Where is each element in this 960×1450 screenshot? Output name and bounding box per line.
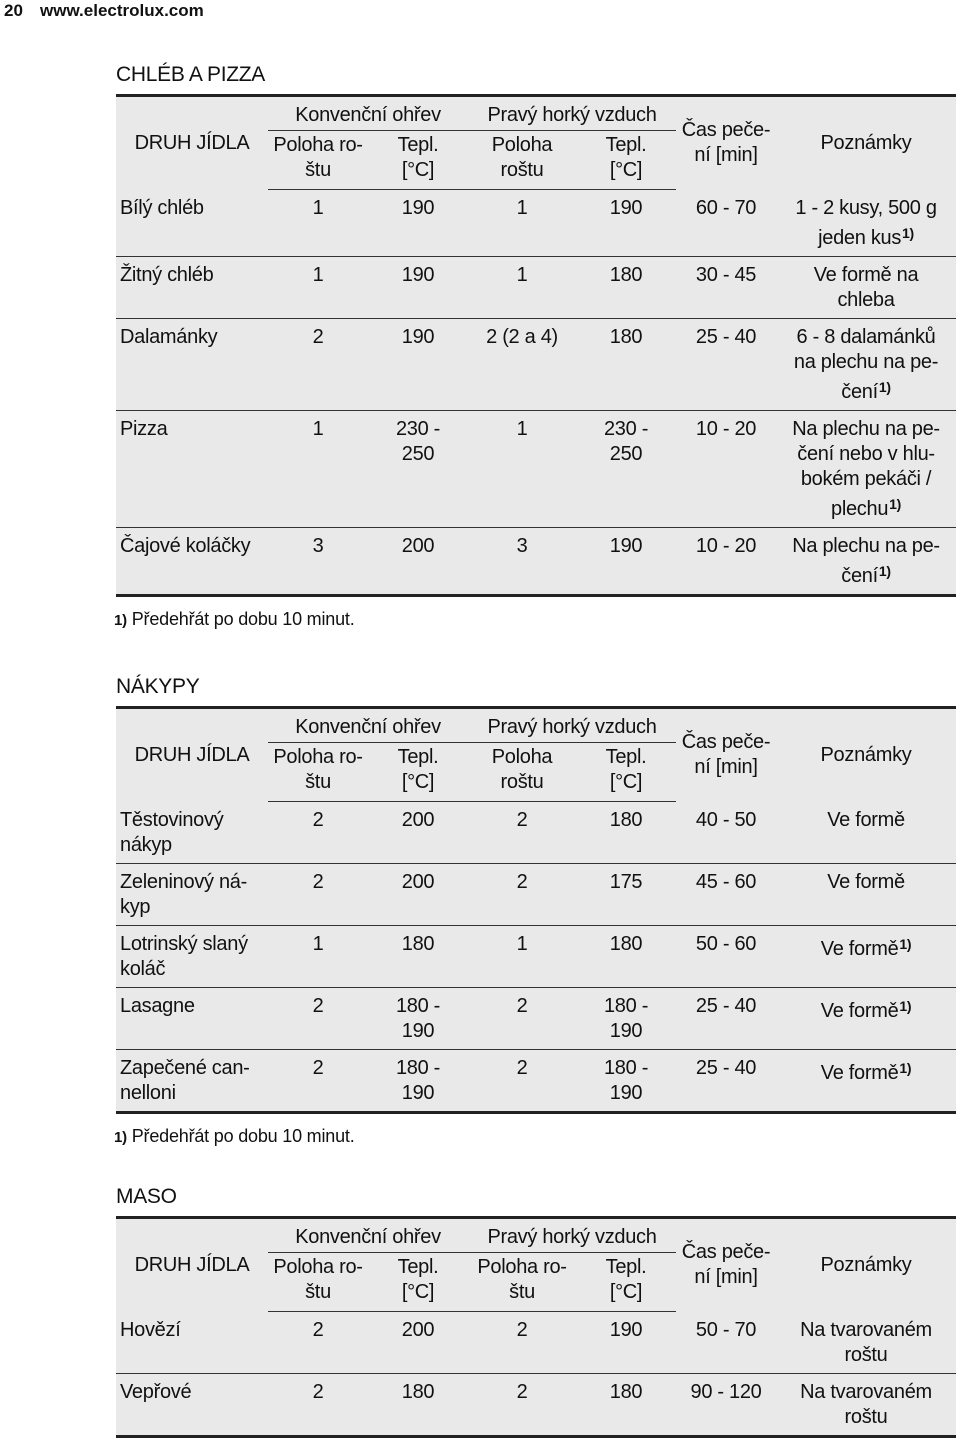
dish-name: Žitný chléb bbox=[116, 256, 268, 318]
header-pravy-tepl: Tepl. [°C] bbox=[576, 131, 676, 190]
true-fan-temp: 180 bbox=[576, 802, 676, 864]
conventional-shelf: 2 bbox=[268, 1312, 368, 1374]
table-row bbox=[116, 410, 956, 527]
true-fan-temp: 190 bbox=[576, 1312, 676, 1374]
section bbox=[116, 672, 956, 1147]
dish-name: Hovězí bbox=[116, 1312, 268, 1374]
baking-time: 10 - 20 bbox=[676, 410, 776, 527]
conventional-shelf: 2 bbox=[268, 1049, 368, 1112]
true-fan-temp: 230 - 250 bbox=[576, 410, 676, 527]
true-fan-shelf: 3 bbox=[468, 527, 576, 595]
true-fan-shelf: 1 bbox=[468, 190, 576, 257]
cooking-table bbox=[116, 706, 956, 1114]
conventional-shelf: 3 bbox=[268, 527, 368, 595]
conventional-shelf: 1 bbox=[268, 256, 368, 318]
baking-time: 50 - 70 bbox=[676, 1312, 776, 1374]
header-pravy-tepl: Tepl. [°C] bbox=[576, 743, 676, 802]
conventional-temp: 230 - 250 bbox=[368, 410, 468, 527]
table-row bbox=[116, 318, 956, 410]
header-pravy: Pravý horký vzduch bbox=[468, 708, 676, 743]
header-pravy-poloha: Poloha roštu bbox=[468, 131, 576, 190]
footnote-mark: 1) bbox=[899, 1059, 912, 1076]
conventional-temp: 180 - 190 bbox=[368, 987, 468, 1049]
conventional-shelf: 2 bbox=[268, 1373, 368, 1436]
header-cas: Čas peče- ní [min] bbox=[676, 1218, 776, 1312]
conventional-temp: 200 bbox=[368, 802, 468, 864]
table-row bbox=[116, 863, 956, 925]
page-number: 20 bbox=[4, 1, 23, 20]
footnote-mark: 1) bbox=[889, 495, 902, 512]
header-konv-tepl: Tepl. [°C] bbox=[368, 1253, 468, 1312]
true-fan-temp: 180 - 190 bbox=[576, 1049, 676, 1112]
true-fan-shelf: 1 bbox=[468, 256, 576, 318]
notes: Na plechu na pe- čení nebo v hlu- bokém pekáči / plechu$^{1)}$ bbox=[776, 410, 956, 527]
conventional-temp: 190 bbox=[368, 318, 468, 410]
header-poznamky: Poznámky bbox=[776, 708, 956, 802]
footnote-mark: 1) bbox=[899, 935, 912, 952]
header-konv-tepl: Tepl. [°C] bbox=[368, 131, 468, 190]
conventional-temp: 200 bbox=[368, 863, 468, 925]
conventional-temp: 190 bbox=[368, 256, 468, 318]
cooking-table bbox=[116, 1216, 956, 1438]
header-konvencni: Konvenční ohřev bbox=[268, 708, 468, 743]
conventional-temp: 180 bbox=[368, 925, 468, 987]
true-fan-temp: 180 bbox=[576, 256, 676, 318]
section-title: MASO bbox=[116, 1185, 177, 1208]
true-fan-shelf: 2 bbox=[468, 802, 576, 864]
section bbox=[116, 1182, 956, 1438]
section-title: NÁKYPY bbox=[116, 675, 200, 698]
notes: Ve formě$^{1)}$ bbox=[776, 987, 956, 1049]
table-row bbox=[116, 1312, 956, 1374]
site-url: www.electrolux.com bbox=[40, 1, 204, 20]
conventional-shelf: 1 bbox=[268, 190, 368, 257]
notes: Na tvarovaném roštu bbox=[776, 1373, 956, 1436]
true-fan-temp: 175 bbox=[576, 863, 676, 925]
conventional-temp: 200 bbox=[368, 1312, 468, 1374]
true-fan-shelf: 2 bbox=[468, 1049, 576, 1112]
baking-time: 25 - 40 bbox=[676, 1049, 776, 1112]
conventional-temp: 180 bbox=[368, 1373, 468, 1436]
notes: Ve formě na chleba bbox=[776, 256, 956, 318]
dish-name: Lasagne bbox=[116, 987, 268, 1049]
dish-name: Čajové koláčky bbox=[116, 527, 268, 595]
header-druh: DRUH JÍDLA bbox=[116, 1218, 268, 1312]
footnote-mark: 1) bbox=[878, 562, 891, 579]
true-fan-shelf: 1 bbox=[468, 410, 576, 527]
header-konvencni: Konvenční ohřev bbox=[268, 1218, 468, 1253]
header-konv-poloha: Poloha ro- štu bbox=[268, 743, 368, 802]
header-konv-poloha: Poloha ro- štu bbox=[268, 131, 368, 190]
conventional-shelf: 1 bbox=[268, 410, 368, 527]
true-fan-shelf: 1 bbox=[468, 925, 576, 987]
header-pravy-poloha: Poloha roštu bbox=[468, 743, 576, 802]
baking-time: 50 - 60 bbox=[676, 925, 776, 987]
table-row bbox=[116, 256, 956, 318]
conventional-shelf: 1 bbox=[268, 925, 368, 987]
notes: Na tvarovaném roštu bbox=[776, 1312, 956, 1374]
baking-time: 10 - 20 bbox=[676, 527, 776, 595]
header-cas: Čas peče- ní [min] bbox=[676, 96, 776, 190]
conventional-temp: 200 bbox=[368, 527, 468, 595]
header-druh: DRUH JÍDLA bbox=[116, 708, 268, 802]
section-title: CHLÉB A PIZZA bbox=[116, 63, 265, 86]
header-poznamky: Poznámky bbox=[776, 96, 956, 190]
true-fan-temp: 190 bbox=[576, 527, 676, 595]
notes: Ve formě bbox=[776, 863, 956, 925]
footnote-mark: 1) bbox=[114, 611, 127, 629]
footnote-mark: 1) bbox=[878, 378, 891, 395]
true-fan-shelf: 2 bbox=[468, 987, 576, 1049]
baking-time: 90 - 120 bbox=[676, 1373, 776, 1436]
baking-time: 60 - 70 bbox=[676, 190, 776, 257]
dish-name: Zeleninový ná- kyp bbox=[116, 863, 268, 925]
header-pravy: Pravý horký vzduch bbox=[468, 96, 676, 131]
footnote-mark: 1) bbox=[114, 1128, 127, 1146]
header-poznamky: Poznámky bbox=[776, 1218, 956, 1312]
baking-time: 45 - 60 bbox=[676, 863, 776, 925]
conventional-temp: 180 - 190 bbox=[368, 1049, 468, 1112]
true-fan-shelf: 2 bbox=[468, 1312, 576, 1374]
true-fan-temp: 180 - 190 bbox=[576, 987, 676, 1049]
footnote: 1) Předehřát po dobu 10 minut. bbox=[114, 608, 355, 629]
header-pravy: Pravý horký vzduch bbox=[468, 1218, 676, 1253]
header-konvencni: Konvenční ohřev bbox=[268, 96, 468, 131]
header-konv-poloha: Poloha ro- štu bbox=[268, 1253, 368, 1312]
dish-name: Zapečené can- nelloni bbox=[116, 1049, 268, 1112]
true-fan-temp: 180 bbox=[576, 1373, 676, 1436]
true-fan-temp: 180 bbox=[576, 318, 676, 410]
cooking-table bbox=[116, 94, 956, 597]
dish-name: Pizza bbox=[116, 410, 268, 527]
dish-name: Vepřové bbox=[116, 1373, 268, 1436]
baking-time: 30 - 45 bbox=[676, 256, 776, 318]
page-header bbox=[0, 0, 960, 26]
header-cas: Čas peče- ní [min] bbox=[676, 708, 776, 802]
notes: Na plechu na pe- čení$^{1)}$ bbox=[776, 527, 956, 595]
header-druh: DRUH JÍDLA bbox=[116, 96, 268, 190]
baking-time: 25 - 40 bbox=[676, 987, 776, 1049]
table-row bbox=[116, 987, 956, 1049]
true-fan-shelf: 2 bbox=[468, 1373, 576, 1436]
true-fan-shelf: 2 (2 a 4) bbox=[468, 318, 576, 410]
footnote-mark: 1) bbox=[902, 224, 914, 241]
header-pravy-tepl: Tepl. [°C] bbox=[576, 1253, 676, 1312]
conventional-shelf: 2 bbox=[268, 802, 368, 864]
notes: Ve formě bbox=[776, 802, 956, 864]
dish-name: Dalamánky bbox=[116, 318, 268, 410]
table-row bbox=[116, 1049, 956, 1112]
table-row bbox=[116, 190, 956, 257]
table-row bbox=[116, 527, 956, 595]
dish-name: Lotrinský slaný koláč bbox=[116, 925, 268, 987]
notes: 1 - 2 kusy, 500 g jeden kus$^{1)}$ bbox=[776, 190, 956, 257]
true-fan-temp: 180 bbox=[576, 925, 676, 987]
conventional-shelf: 2 bbox=[268, 318, 368, 410]
footnote: 1) Předehřát po dobu 10 minut. bbox=[114, 1125, 355, 1146]
notes: 6 - 8 dalamánků na plechu na pe- čení$^{1)}$ bbox=[776, 318, 956, 410]
footnote-mark: 1) bbox=[899, 997, 912, 1014]
table-row bbox=[116, 925, 956, 987]
header-pravy-poloha: Poloha ro- štu bbox=[468, 1253, 576, 1312]
baking-time: 40 - 50 bbox=[676, 802, 776, 864]
header-konv-tepl: Tepl. [°C] bbox=[368, 743, 468, 802]
dish-name: Bílý chléb bbox=[116, 190, 268, 257]
baking-time: 25 - 40 bbox=[676, 318, 776, 410]
table-row bbox=[116, 1373, 956, 1436]
dish-name: Těstovinový nákyp bbox=[116, 802, 268, 864]
conventional-shelf: 2 bbox=[268, 987, 368, 1049]
true-fan-shelf: 2 bbox=[468, 863, 576, 925]
conventional-temp: 190 bbox=[368, 190, 468, 257]
notes: Ve formě$^{1)}$ bbox=[776, 925, 956, 987]
conventional-shelf: 2 bbox=[268, 863, 368, 925]
notes: Ve formě$^{1)}$ bbox=[776, 1049, 956, 1112]
section bbox=[116, 60, 956, 630]
table-row bbox=[116, 802, 956, 864]
true-fan-temp: 190 bbox=[576, 190, 676, 257]
